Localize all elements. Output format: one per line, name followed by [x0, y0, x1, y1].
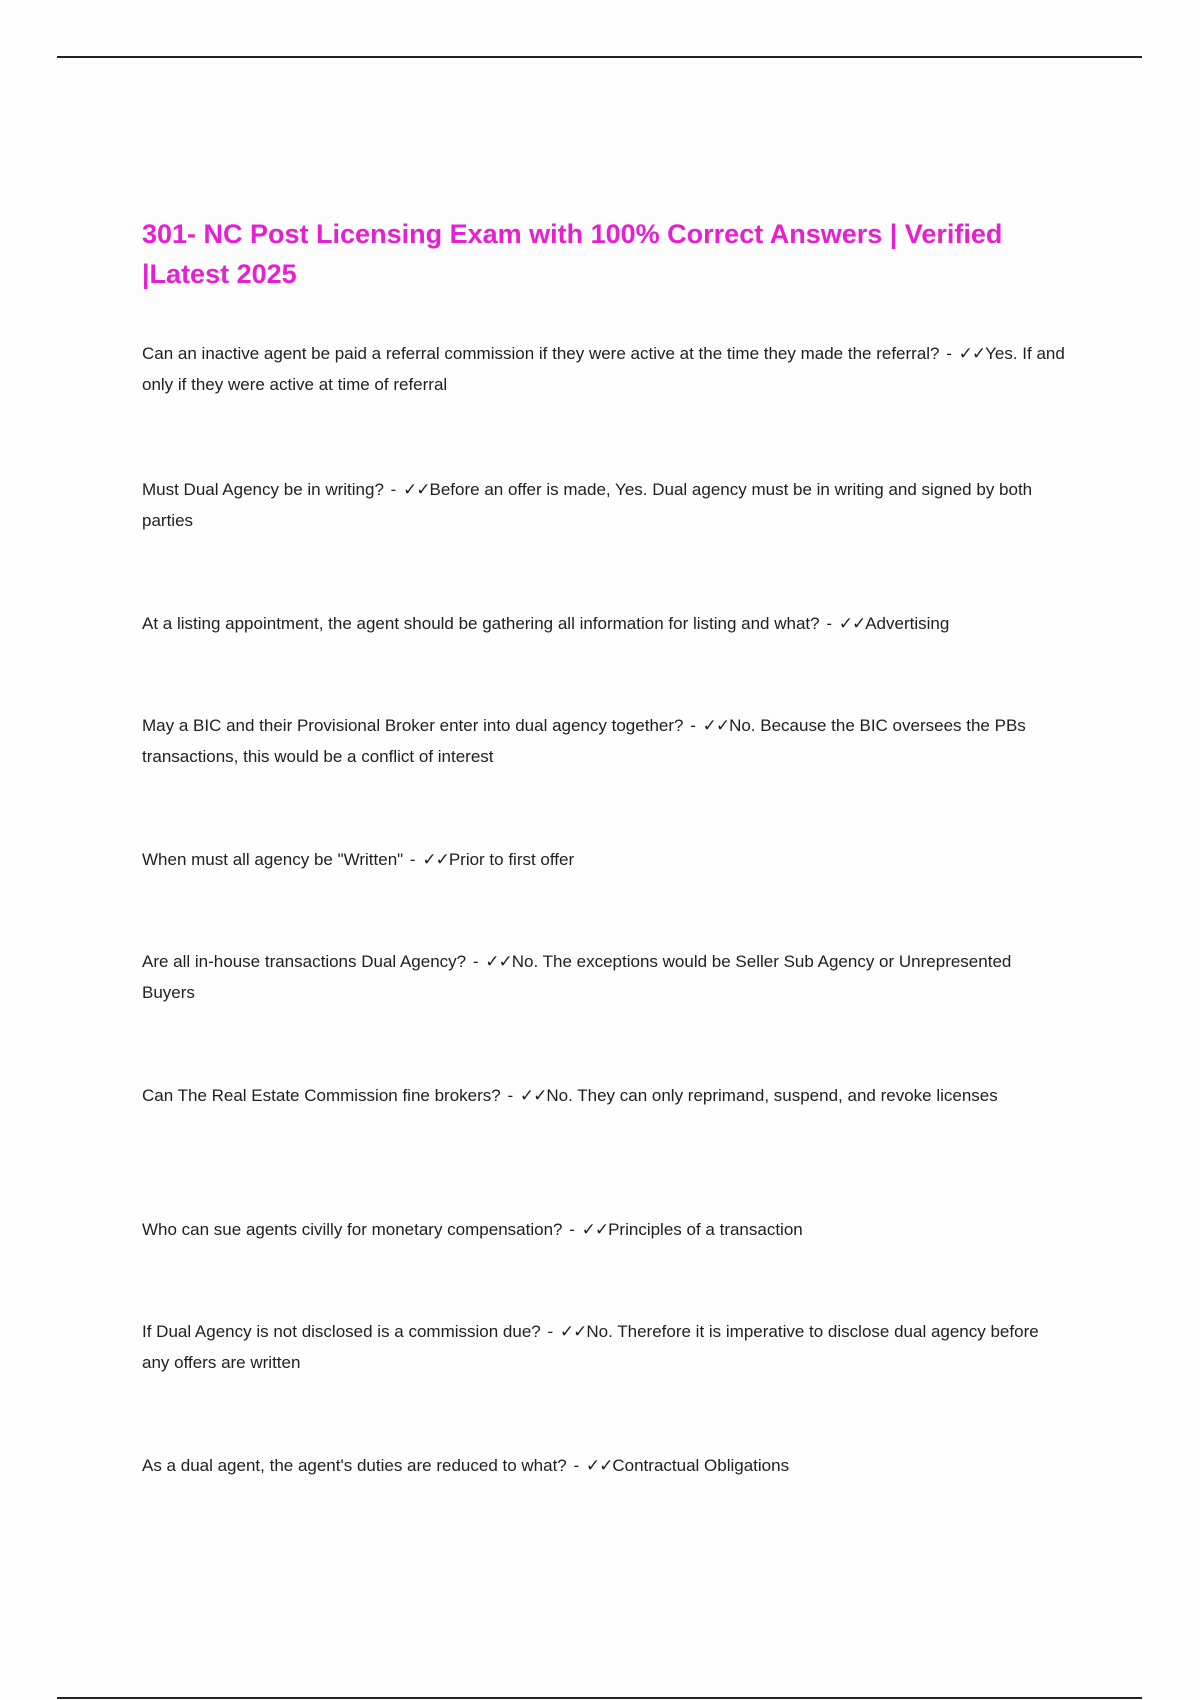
question-text: Who can sue agents civilly for monetary compensation?: [142, 1220, 563, 1239]
answer-text: No. The exceptions would be Seller Sub Agency or Unrepresented Buyers: [142, 952, 1012, 1002]
check-icon: ✓✓: [559, 1322, 587, 1341]
question-text: Must Dual Agency be in writing?: [142, 480, 384, 499]
check-icon: ✓✓: [585, 1456, 613, 1475]
qa-item: [142, 1214, 1067, 1245]
qa-item: [142, 844, 1067, 875]
question-text: When must all agency be "Written": [142, 850, 404, 869]
qa-item: [142, 1316, 1067, 1378]
check-icon: ✓✓: [581, 1220, 609, 1239]
answer-text: No. Therefore it is imperative to disclose dual agency before any offers are written: [142, 1322, 1039, 1372]
document-title: 301- NC Post Licensing Exam with 100% Correct Answers | Verified |Latest 2025: [142, 219, 1003, 289]
question-text: Are all in-house transactions Dual Agency?: [142, 952, 467, 971]
question-text: If Dual Agency is not disclosed is a commission due?: [142, 1322, 541, 1341]
check-icon: ✓✓: [702, 716, 730, 735]
question-text: At a listing appointment, the agent should be gathering all information for listing and what?: [142, 614, 820, 633]
header-rule: [57, 56, 1142, 58]
answer-text: Contractual Obligations: [612, 1456, 790, 1475]
separator: -: [502, 1086, 518, 1105]
qa-item: [142, 1450, 1067, 1481]
answer-text: Advertising: [865, 614, 950, 633]
separator: -: [405, 850, 421, 869]
qa-item: [142, 608, 1067, 639]
answer-text: No. Because the BIC oversees the PBs transactions, this would be a conflict of interest: [142, 716, 1026, 766]
answer-text: Prior to first offer: [448, 850, 575, 869]
separator: -: [385, 480, 402, 499]
qa-item: [142, 474, 1067, 536]
check-icon: ✓✓: [403, 480, 430, 499]
separator: -: [821, 614, 837, 633]
qa-item: [142, 1080, 1067, 1111]
separator: -: [542, 1322, 558, 1341]
separator: -: [468, 952, 484, 971]
separator: -: [564, 1220, 580, 1239]
qa-item: [142, 710, 1067, 772]
answer-text: Yes. If and only if they were active at time of referral: [142, 344, 1065, 394]
check-icon: ✓✓: [958, 344, 986, 363]
qa-item: [142, 946, 1067, 1008]
question-text: As a dual agent, the agent's duties are reduced to what?: [142, 1456, 567, 1475]
qa-item: [142, 338, 1067, 400]
question-text: Can The Real Estate Commission fine brokers?: [142, 1086, 501, 1105]
check-icon: ✓✓: [838, 614, 866, 633]
question-text: May a BIC and their Provisional Broker enter into dual agency together?: [142, 716, 684, 735]
check-icon: ✓✓: [519, 1086, 547, 1105]
separator: -: [941, 344, 957, 363]
check-icon: ✓✓: [485, 952, 512, 971]
answer-text: Before an offer is made, Yes. Dual agency must be in writing and signed by both parties: [142, 480, 1033, 530]
check-icon: ✓✓: [422, 850, 449, 869]
footer-rule: [57, 1697, 1142, 1699]
answer-text: No. They can only reprimand, suspend, and revoke licenses: [546, 1086, 998, 1105]
question-text: Can an inactive agent be paid a referral commission if they were active at the time they made the referral?: [142, 344, 940, 363]
separator: -: [685, 716, 701, 735]
separator: -: [568, 1456, 584, 1475]
answer-text: Principles of a transaction: [608, 1220, 803, 1239]
